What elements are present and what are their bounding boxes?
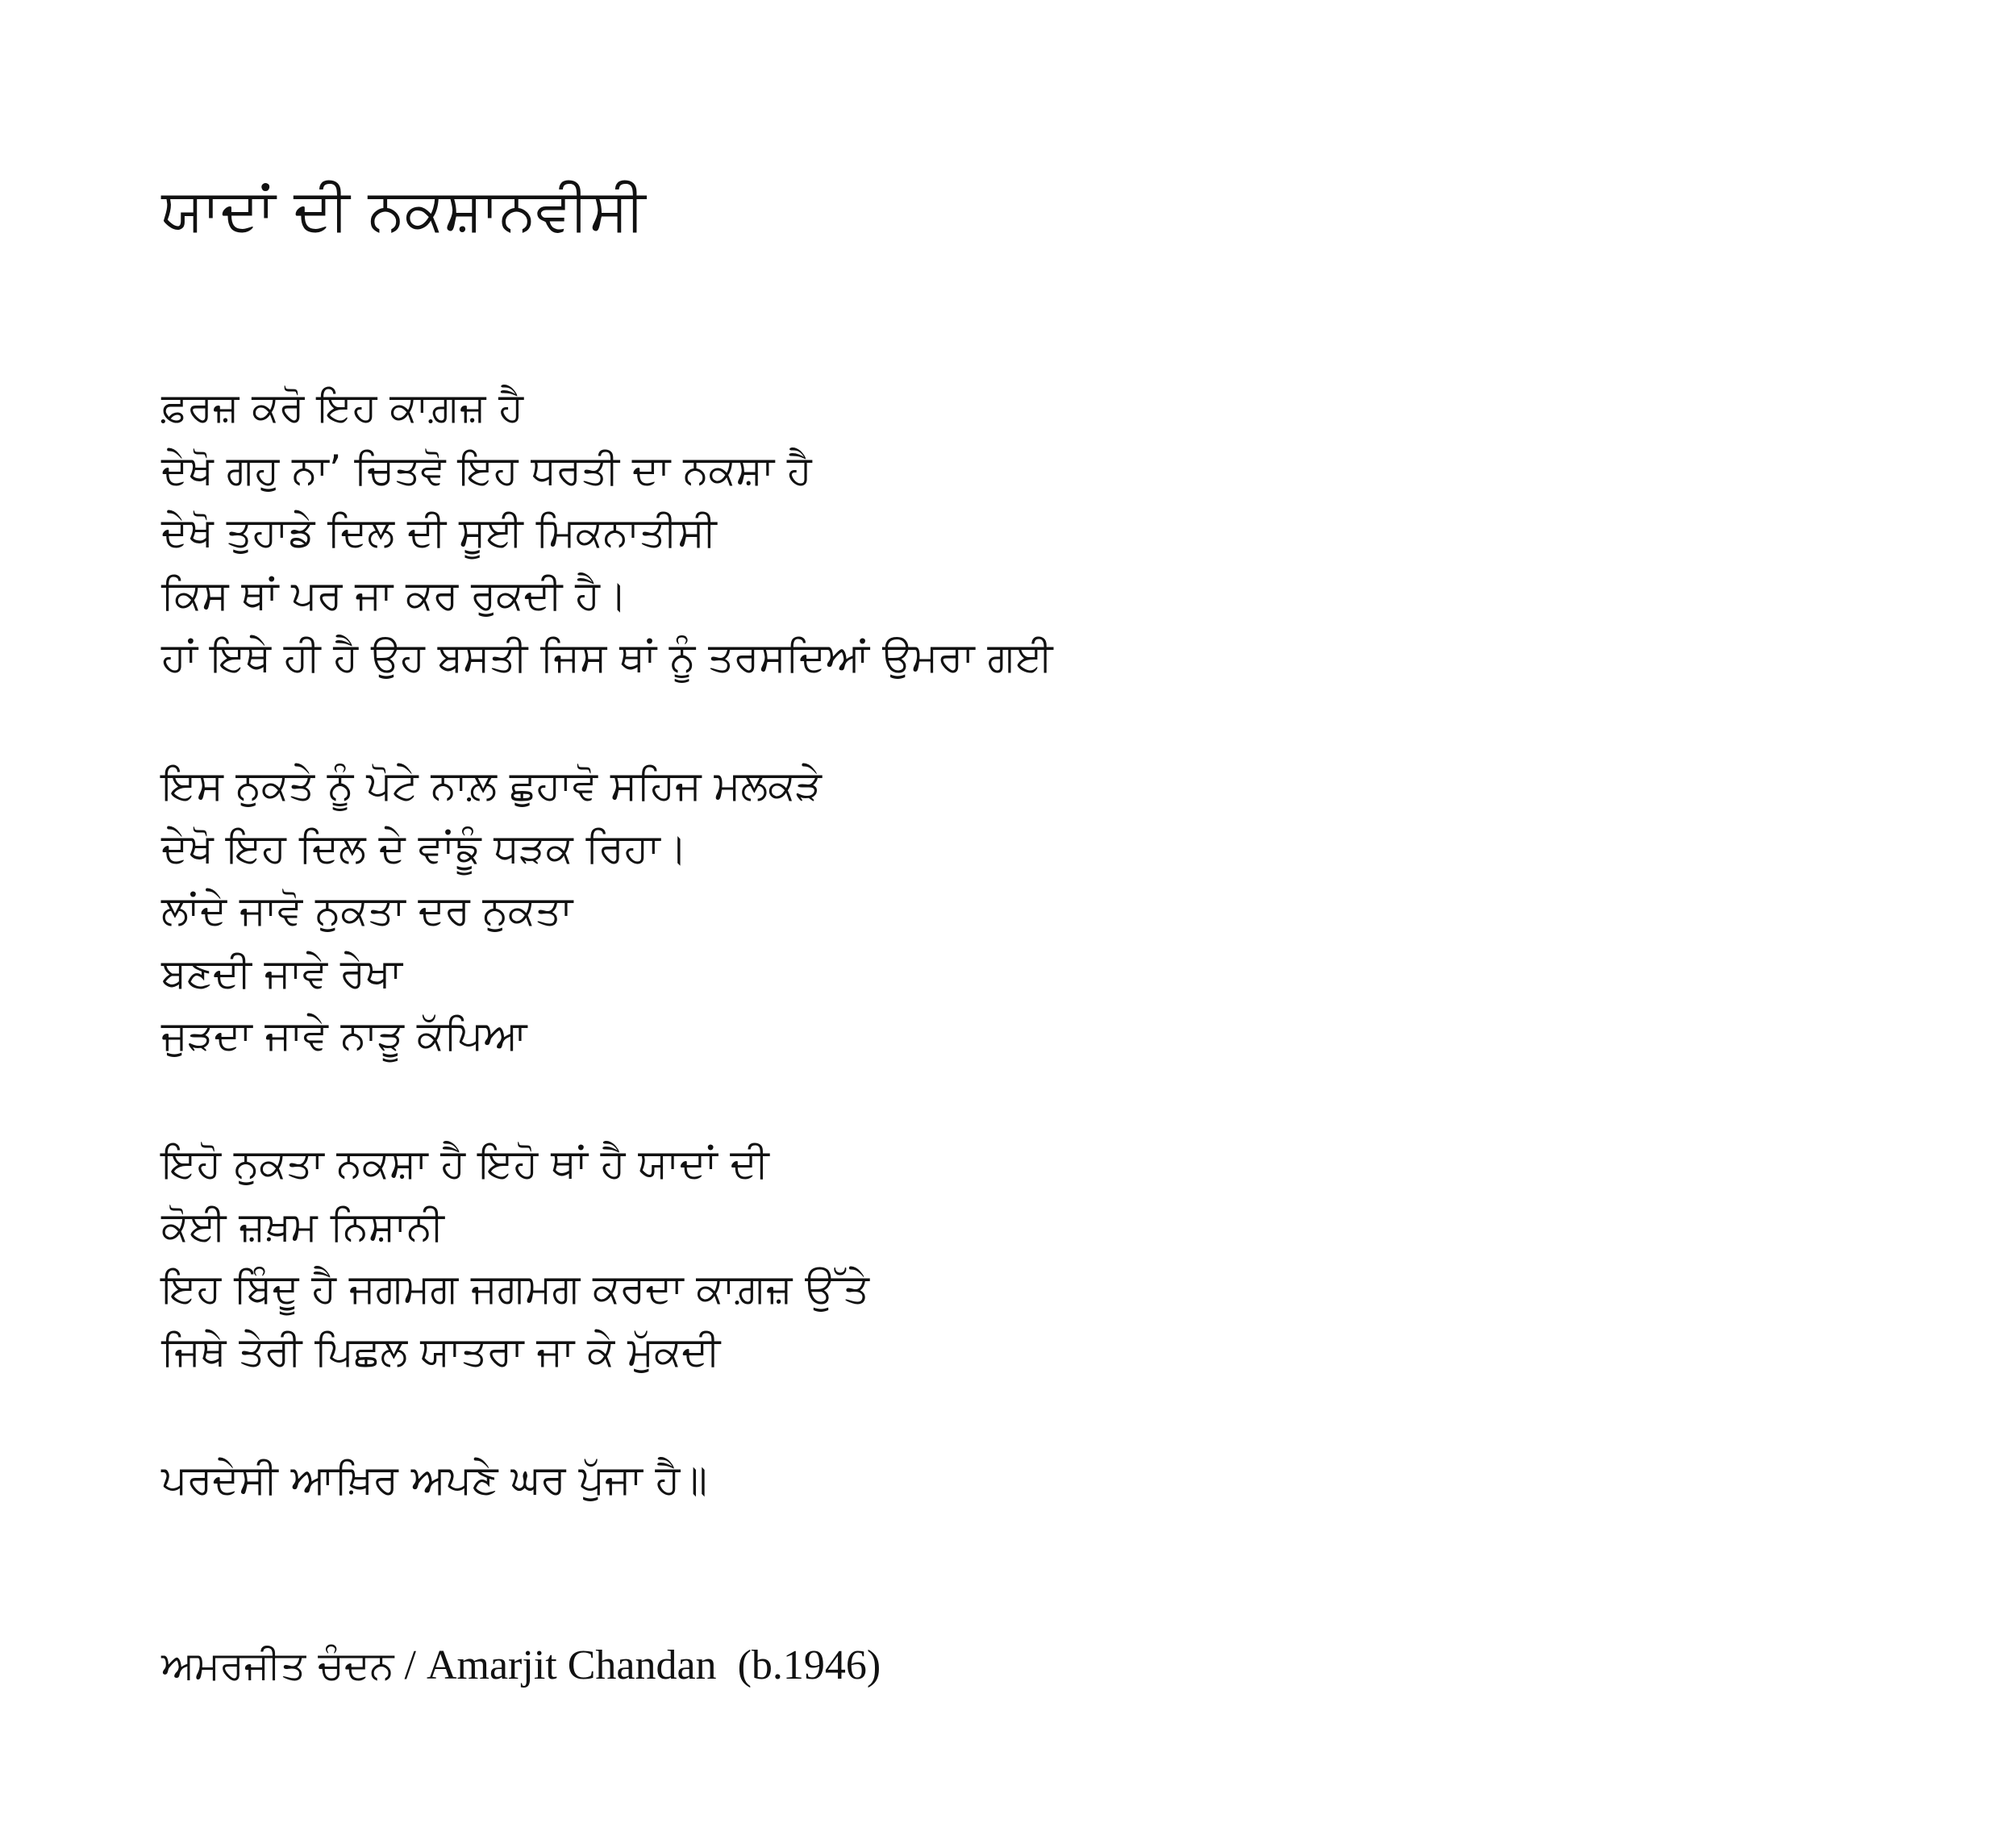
author-name-punjabi: ਅਮਰਜੀਤ ਚੰਦਨ	[161, 1643, 394, 1688]
poem-title: ਯਾਦਾਂ ਦੀ ਨਕਸ਼ਾਨਵੀਸੀ	[161, 176, 646, 243]
poem-line: ਕੋਈ ਜ਼ਖ਼ਮ ਨਿਸ਼ਾਨੀ	[161, 1202, 444, 1250]
poem-line: ਹਾਂ ਇਥੇ ਹੀ ਹੈ ਉਹ ਬਸਤੀ ਜਿਸ ਥਾਂ ਨੂੰ ਤਰਸਦਿਆਂ ਉਮਰਾ ਗਈ	[161, 634, 1053, 681]
poem-line: ਦੇਖੋ ਗਹੁ ਨਾ’ ਚਿਤਵੋ ਇਹ ਧਰਤੀ ਦਾ ਨਕਸ਼ਾ ਹੈ	[161, 446, 812, 493]
author-name-latin: / Amarjit Chandan	[394, 1642, 717, 1688]
poem-line: ਫ਼ਰਜ਼ ਕਰੋ ਇਹ ਕਾਗ਼ਜ਼ ਹੈ	[161, 384, 524, 431]
stanza	[161, 1449, 707, 1512]
poem-line: ਲਾਂਦੇ ਜਾਵੋ ਨੁਕਤਾ ਦਰ ਨੁਕਤਾ	[161, 887, 573, 934]
poem-line: ਕਿਸ ਥਾਂ ਪਰ ਜਾ ਕਰ ਰੁਕਦੀ ਹੈ।	[161, 571, 627, 618]
poem-line: ਦੇਖੋ ਤੁਹਾਡੇ ਦਿਲ ਦੀ ਸੂਈ ਮਿਕਨਾਤੀਸੀ	[161, 509, 717, 556]
stanza	[161, 1133, 869, 1383]
poem-line: ਇਹੋ ਨੁਕਤਾ ਨਕਸ਼ਾ ਹੈ ਇਹੋ ਥਾਂ ਹੈ ਯਾਦਾਂ ਦੀ	[161, 1140, 769, 1187]
author-birth-year: (b.1946)	[737, 1642, 881, 1688]
poem-line: ਇਹ ਬਿੰਦੂ ਹੈ ਜਗਮਗ ਜਗਮਗ ਕਰਦਾ ਕਾਗ਼ਜ਼ ਉੱਤੇ	[161, 1265, 869, 1313]
stanza	[161, 377, 1053, 689]
poem-line: ਇਸ ਨੁਕਤੇ ਨੂੰ ਪੋਟੇ ਨਾਲ਼ ਛੁਹਾਵੋ ਸਹਿਜ ਮਲਕੜੇ	[161, 762, 822, 809]
poem-line: ਜਿਥੇ ਤੇਰੀ ਪਿਛਲ ਯਾਤਰਾ ਜਾ ਕੇ ਮੁੱਕਦੀ	[161, 1327, 721, 1375]
poem-line: ਜੁੜਦਾ ਜਾਵੇ ਨਾੜੂ ਕੱਪਿਆ	[161, 1012, 527, 1059]
poem-page	[161, 0, 1855, 1848]
stanza	[161, 755, 822, 1068]
author-attribution	[161, 1637, 881, 1696]
poem-line: ਪਰਦੇਸੀ ਆਖ਼ਿਰ ਅਪਣੇ ਘਰ ਪੁੱਜਾ ਹੈ॥	[161, 1456, 708, 1503]
poem-line: ਬਣਦੀ ਜਾਵੇ ਰੇਖਾ	[161, 949, 402, 997]
poem-line: ਦੇਖੋ ਇਹ ਦਿਲ ਦੇ ਵਾਂਙੂੰ ਧੜਕ ਰਿਹਾ।	[161, 824, 688, 872]
